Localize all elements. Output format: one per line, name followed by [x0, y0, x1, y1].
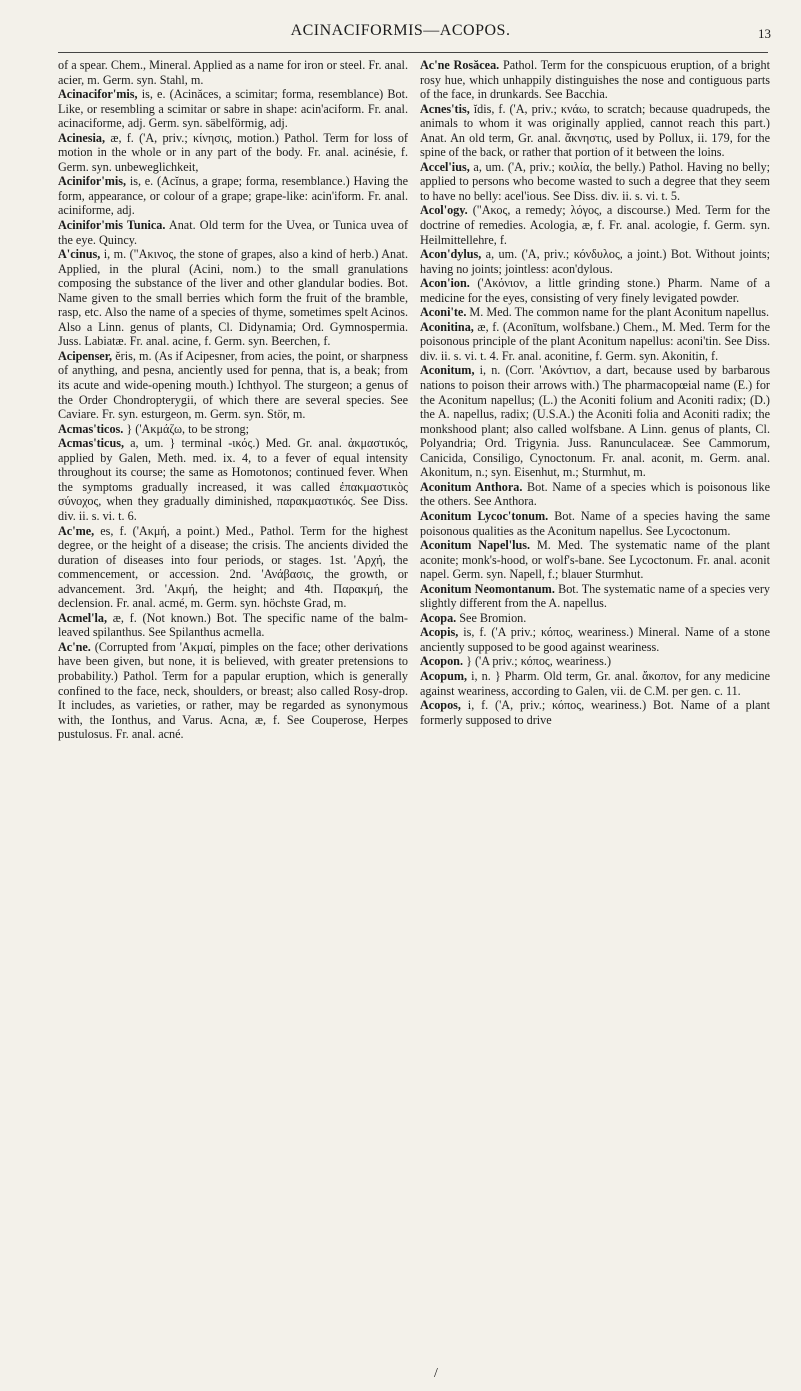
dictionary-entry: [58, 247, 408, 349]
entry-definition: is, e. (Acinăces, a scimitar; forma, resemblance) Bot. Like, or resembling a scimitar or sabre in shape: acin'aciform. Fr. anal. acinaciforme, adj. Germ. syn. säbelförmig, adj.: [58, 87, 408, 131]
dictionary-entry: [420, 509, 770, 538]
dictionary-entry: [420, 276, 770, 305]
entry-headword: Acinesia,: [58, 130, 106, 145]
entry-headword: Acmel'la,: [58, 610, 108, 625]
entry-headword: Acinacifor'mis,: [58, 87, 138, 102]
entry-headword: Acopon.: [420, 654, 464, 669]
page-number: 13: [758, 26, 771, 41]
running-head: ACINACIFORMIS—ACOPOS.: [290, 22, 511, 39]
entry-definition: See Bromion.: [456, 610, 527, 625]
entry-definition: Bot. Name of a species which is poisonous like the others. See Anthora.: [420, 479, 770, 509]
dictionary-entry: [420, 654, 770, 669]
dictionary-entry: [420, 625, 770, 654]
entry-definition: i, n. (Corr. 'Ακόντιον, a dart, because used by barbarous nations to poison their arrows with.) The pharmacopœial name (E.) for the Aconitum napellus; (L.) the Aconiti folium and Aconiti radix; (D.) the A. napellus, radix; (U.S.A.) the Aconiti folia and Aconiti radix; the monkshood plant; also called wolfsbane. A Linn. genus of plants, Cl. Polyandria; Ord. Trigynia. Juss. Ranunculaceæ. See Cammorum, Canicida, Consiligo, Cynoctonum. Fr. anal. aconit, m. Germ. anal. Akonitum, n.; syn. Eisenhut, m.; Sturmhut, m.: [420, 363, 770, 480]
dictionary-entry: [420, 698, 770, 727]
left-column: [58, 58, 408, 742]
dictionary-entry: [420, 611, 770, 626]
entry-definition: ("Ακος, a remedy; λόγος, a discourse.) Med. Term for the doctrine of remedies. Acologia, æ, f. Fr. anal. acologie, f. Germ. syn. Heilmittellehre, f.: [420, 203, 770, 247]
entry-headword: Acipenser,: [58, 348, 113, 363]
entry-headword: Ac'me,: [58, 523, 95, 538]
entry-headword: Acopa.: [420, 610, 457, 625]
entry-headword: Aconitum Lycoc'tonum.: [420, 508, 549, 523]
entry-headword: Acon'dylus,: [420, 247, 482, 262]
dictionary-entry: [420, 320, 770, 364]
dictionary-entry: [420, 480, 770, 509]
entry-headword: Aconitum Anthora.: [420, 479, 523, 494]
entry-headword: Aconitum Napel'lus.: [420, 538, 531, 553]
right-column: [420, 58, 770, 727]
entry-headword: Acmas'ticus,: [58, 436, 125, 451]
entry-headword: Ac'ne Rosăcea.: [420, 58, 500, 72]
entry-headword: Acnes'tis,: [420, 101, 470, 116]
dictionary-entry: [420, 538, 770, 582]
entry-headword: Aconitina,: [420, 319, 474, 334]
entry-headword: Aconitum,: [420, 363, 475, 378]
entry-headword: Ac'ne.: [58, 639, 91, 654]
dictionary-entry: [58, 131, 408, 175]
dictionary-entry: [420, 160, 770, 204]
entry-definition: ĕris, m. (As if Acipesner, from acies, the point, or sharpness of anything, and pesna, anciently used for penna, that is, a beak; from its acute and wide-opening mouth.) Ichthyol. The sturgeon; a genus of the Order Chondropterygii, of which there are several species. See Caviare. Fr. syn. esturgeon, m. Germ. syn. Stör, m.: [58, 348, 408, 422]
entry-headword: Accel'ius,: [420, 159, 470, 174]
entry-definition: a, um. ('A, priv.; κοιλία, the belly.) Pathol. Having no belly; applied to persons who become wasted to such a degree that they seem to have no belly: acel'ious. See Diss. div. ii. s. vi. t. 5.: [420, 159, 770, 203]
entry-definition: i, f. ('A, priv.; κόπος, weariness.) Bot. Name of a plant formerly supposed to drive: [420, 698, 770, 727]
entry-definition: of a spear. Chem., Mineral. Applied as a name for iron or steel. Fr. anal. acier, m. Germ. syn. Stahl, m.: [58, 58, 408, 87]
dictionary-entry: [420, 669, 770, 698]
dictionary-entry: [420, 582, 770, 611]
entry-definition: Anat. Old term for the Uvea, or Tunica uvea of the eye. Quincy.: [58, 218, 408, 247]
entry-definition: i, n. } Pharm. Old term, Gr. anal. ἄκοπον, for any medicine against weariness, according to Galen, vii. de C.M. per gen. c. 11.: [420, 668, 770, 698]
entry-definition: M. Med. The common name for the plant Aconitum napellus.: [466, 305, 770, 320]
dictionary-entry: [58, 436, 408, 523]
dictionary-entry: [420, 305, 770, 320]
entry-headword: Acol'ogy.: [420, 203, 468, 218]
dictionary-entry: [420, 58, 770, 102]
dictionary-entry: [58, 174, 408, 218]
entry-definition: Pathol. Term for the conspicuous eruption, of a bright rosy hue, which unhappily distinguishes the nose and contiguous parts of the face, in drunkards. See Bacchia.: [420, 58, 771, 102]
entry-headword: Acopos,: [420, 698, 461, 713]
footer-mark: /: [434, 1366, 438, 1381]
entry-definition: æ, f. ('A, priv.; κίνησις, motion.) Pathol. Term for loss of motion in the whole or in any part of the body. Fr. anal. acinésie, f. Germ. syn. unbeweglichkeit,: [58, 130, 408, 174]
dictionary-entry: [58, 640, 408, 742]
header-rule: [58, 52, 768, 53]
entry-definition: æ, f. (Not known.) Bot. The specific name of the balm-leaved spilanthus. See Spilanthus acmella.: [58, 610, 408, 640]
dictionary-entry: [58, 58, 408, 87]
entry-headword: Acinifor'mis Tunica.: [58, 218, 166, 233]
page-header: [0, 22, 801, 46]
dictionary-entry: [420, 247, 770, 276]
entry-definition: Bot. Name of a species having the same poisonous qualities as the Aconitum napellus. See Lycoctonum.: [420, 508, 770, 538]
entry-definition: ĭdis, f. ('A, priv.; κνάω, to scratch; because quadrupeds, the animals to whom it was originally applied, cannot reach this part.) Anat. An old term, Gr. anal. ἄκνηστις, used by Pollux, ii. 179, for the spine of the back, or rather that portion of it between the loins.: [420, 101, 770, 160]
dictionary-entry: [58, 524, 408, 611]
entry-headword: Aconitum Neomontanum.: [420, 581, 555, 596]
entry-headword: Acopis,: [420, 625, 459, 640]
entry-definition: i, m. ("Ακινος, the stone of grapes, also a kind of herb.) Anat. Applied, in the plural (Acini, nom.) to the small granulations composing the substance of the liver and other glandular bodies. Bot. Name given to the small berries which form the fruit of the bramble, rasp, etc. Also the name of a species of thyme, sometimes spelt Acinos. Also a Linn. genus of plants, Cl. Didynamia; Ord. Gymnospermia. Juss. Labiatæ. Fr. anal. acine, f. Germ. syn. Beerchen, f.: [58, 247, 408, 349]
dictionary-entry: [420, 102, 770, 160]
entry-headword: Aconi'te.: [420, 305, 467, 320]
entry-definition: M. Med. The systematic name of the plant aconite; monk's-hood, or wolf's-bane. See Lycoctonum. Fr. anal. aconit napel. Germ. syn. Napell, f.; blauer Sturmhut.: [420, 538, 770, 582]
entry-definition: } ('Ακμάζω, to be strong;: [123, 421, 250, 436]
entry-definition: (Corrupted from 'Ακμαί, pimples on the face; other derivations have been given, but none, it is believed, with greater pretensions to probability.) Pathol. Term for a papular eruption, which is generally confined to the face, neck, shoulders, or breast; also called Rosy-drop. It includes, as varieties, or rather, may be regarded as synonymous with, the Ionthus, and Varus. Acna, æ, f. See Couperose, Herpes pustulosus. Fr. anal. acné.: [58, 639, 408, 742]
entry-definition: is, e. (Acĭnus, a grape; forma, resemblance.) Having the form, appearance, or colour of a grape; grape-like: acin'iform. Fr. anal. aciniforme, adj.: [58, 174, 408, 218]
dictionary-entry: [420, 363, 770, 479]
entry-definition: } ('A priv.; κόπος, weariness.): [463, 654, 612, 669]
entry-definition: a, um. } terminal -ικός.) Med. Gr. anal. ἀκμαστικός, applied by Galen, Meth. med. ix. 4, to a fever of equal intensity throughout its course; the same as Homotonos; continued fever. When the symptoms gradually increased, it was called ἐπακμαστικὸς σύνοχος, when they gradually diminished, παρακμαστικός. See Diss. div. ii. s. vi. t. 6.: [58, 436, 408, 523]
dictionary-entry: [58, 349, 408, 422]
dictionary-entry: [58, 218, 408, 247]
entry-definition: æ, f. (Aconītum, wolfsbane.) Chem., M. Med. Term for the poisonous principle of the plant Aconitum napellus: aconi'tin. See Diss. div. ii. s. vi. t. 4. Fr. anal. aconitine, f. Germ. syn. Akonitin, f.: [420, 319, 770, 363]
entry-headword: Acinifor'mis,: [58, 174, 127, 189]
entry-definition: a, um. ('A, priv.; κόνδυλος, a joint.) Bot. Without joints; having no joints; jointless: acon'dylous.: [420, 247, 770, 276]
entry-definition: es, f. ('Ακμή, a point.) Med., Pathol. Term for the highest degree, or the height of a disease; the crisis. The ancients divided the duration of diseases into four periods, or stages. 1st. 'Αρχή, the commencement, or accession. 2nd. 'Ανάβασις, the growth, or advancement. 3rd. 'Ακμή, the height; and 4th. Παρακμή, the declension. Fr. anal. acmé, m. Germ. syn. höchste Grad, m.: [58, 523, 408, 611]
entry-definition: Bot. The systematic name of a species very slightly different from the A. napellus.: [420, 581, 770, 611]
entry-headword: Acmas'ticos.: [58, 421, 124, 436]
entry-headword: Acon'ion.: [420, 276, 470, 291]
entry-definition: ('Ακόνιον, a little grinding stone.) Pharm. Name of a medicine for the eyes, consisting of very finely levigated powder.: [420, 276, 770, 305]
entry-definition: is, f. ('A priv.; κόπος, weariness.) Mineral. Name of a stone anciently supposed to be good against weariness.: [420, 625, 770, 654]
dictionary-entry: [58, 87, 408, 131]
entry-headword: A'cinus,: [58, 247, 101, 262]
entry-headword: Acopum,: [420, 668, 468, 683]
dictionary-entry: [420, 203, 770, 247]
dictionary-entry: [58, 611, 408, 640]
dictionary-entry: [58, 422, 408, 437]
